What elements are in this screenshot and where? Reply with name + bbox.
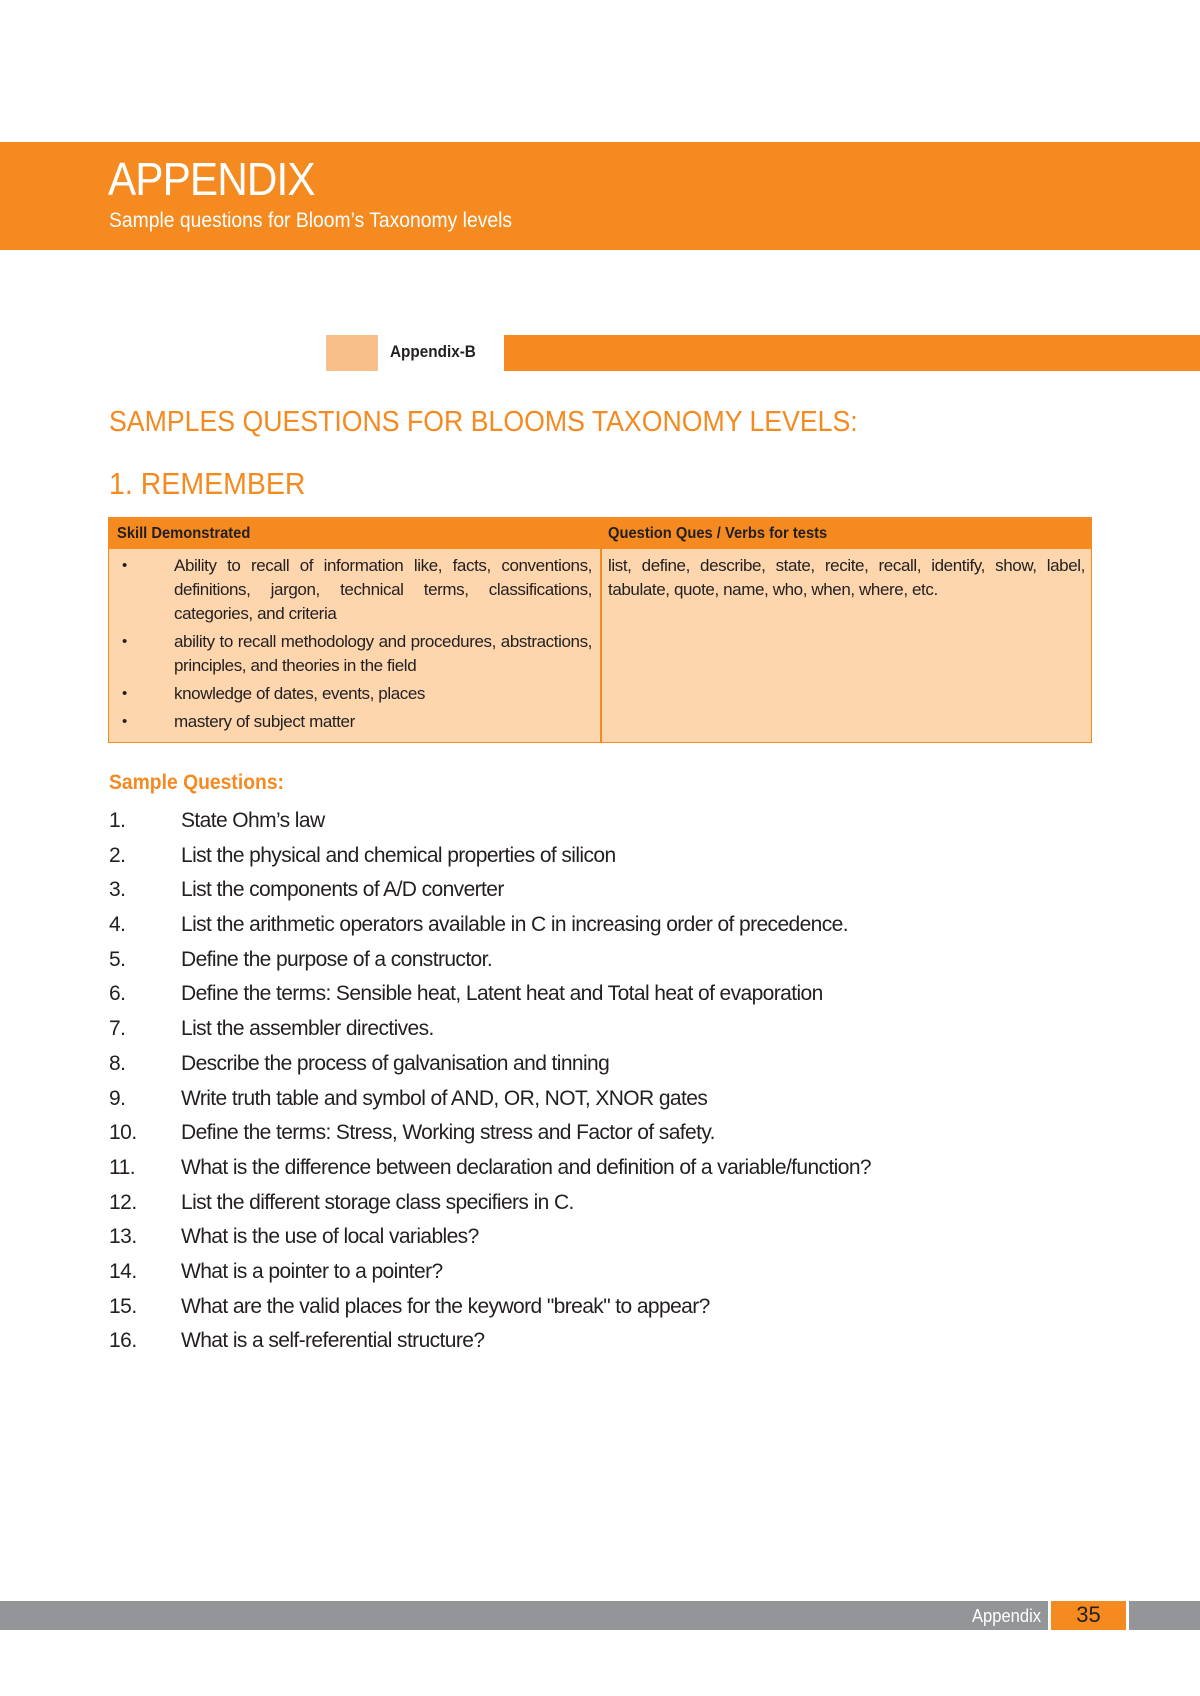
question-number: 1. [109, 809, 126, 832]
skill-text: mastery of subject matter [174, 712, 355, 731]
table-column-divider [600, 549, 602, 742]
skill-text: knowledge of dates, events, places [174, 684, 426, 703]
question-text: What are the valid places for the keyword "break" to appear? [181, 1294, 710, 1318]
footer-label: Appendix [972, 1606, 1042, 1626]
skill-text: ability to recall methodology and procedures, abstractions, principles, and theories in the field [174, 632, 592, 675]
question-text: Describe the process of galvanisation and tinning [181, 1051, 610, 1075]
question-list [109, 810, 1109, 1365]
question-number: 14. [109, 1259, 137, 1283]
question-item [109, 1226, 1109, 1261]
question-number: 9. [109, 1086, 126, 1110]
question-text: What is the difference between declaration and definition of a variable/function? [181, 1155, 871, 1179]
question-number: 16. [109, 1329, 137, 1353]
bullet-icon: • [122, 633, 128, 650]
question-text: List the physical and chemical properties of silicon [181, 843, 616, 867]
question-text: What is the use of local variables? [181, 1225, 479, 1249]
question-text: Define the terms: Sensible heat, Latent heat and Total heat of evaporation [181, 982, 823, 1006]
sample-questions-heading: Sample Questions: [109, 771, 285, 794]
question-item [109, 1157, 1109, 1192]
question-number: 5. [109, 947, 126, 971]
table-header-skill: Skill Demonstrated [117, 525, 251, 542]
question-text: List the assembler directives. [181, 1017, 434, 1041]
question-item [109, 1053, 1109, 1088]
header-banner [0, 142, 1200, 250]
question-text: What is a pointer to a pointer? [181, 1259, 443, 1283]
question-number: 2. [109, 843, 126, 867]
appendix-tag-block [326, 335, 378, 371]
question-number: 10. [109, 1121, 137, 1145]
question-number: 4. [109, 913, 126, 937]
skill-item [109, 710, 600, 734]
question-text: List the components of A/D converter [181, 878, 504, 902]
question-item [109, 810, 1109, 845]
question-number: 12. [109, 1190, 137, 1214]
table-header-verbs: Question Ques / Verbs for tests [608, 525, 828, 542]
skill-item [109, 554, 600, 626]
page-number-box [1051, 1601, 1126, 1630]
bullet-icon: • [122, 685, 128, 702]
question-item [109, 879, 1109, 914]
question-number: 11. [109, 1155, 136, 1179]
footer-bar [0, 1601, 1200, 1630]
question-item [109, 1192, 1109, 1227]
banner-subtitle: Sample questions for Bloom’s Taxonomy levels [109, 209, 513, 232]
question-item [109, 1088, 1109, 1123]
question-number: 3. [109, 878, 126, 902]
appendix-tag-bar [504, 335, 1200, 371]
question-item [109, 1330, 1109, 1365]
table-header-row [109, 518, 1091, 549]
question-item [109, 914, 1109, 949]
question-item [109, 1122, 1109, 1157]
verbs-cell: list, define, describe, state, recite, recall, identify, show, label, tabulate, quote, name, who, when, where, etc. [608, 556, 1085, 599]
question-number: 6. [109, 982, 126, 1006]
bullet-icon: • [122, 713, 128, 730]
question-number: 15. [109, 1294, 137, 1318]
question-number: 7. [109, 1017, 126, 1041]
appendix-tag-label: Appendix-B [390, 342, 476, 361]
question-item [109, 1018, 1109, 1053]
question-number: 13. [109, 1225, 137, 1249]
question-item [109, 949, 1109, 984]
banner-title: APPENDIX [108, 153, 315, 205]
question-text: Define the purpose of a constructor. [181, 947, 493, 971]
skill-text: Ability to recall of information like, facts, conventions, definitions, jargon, technical terms, classifications, categories, and criteria [174, 556, 592, 623]
question-text: List the different storage class specifiers in C. [181, 1190, 574, 1214]
question-text: Write truth table and symbol of AND, OR, NOT, XNOR gates [181, 1086, 708, 1110]
skill-item [109, 682, 600, 706]
skill-list [109, 554, 600, 738]
section-heading: 1. REMEMBER [109, 466, 306, 501]
bullet-icon: • [122, 557, 128, 574]
question-item [109, 983, 1109, 1018]
skill-item [109, 630, 600, 678]
skill-table [108, 517, 1092, 743]
page-number: 35 [1076, 1602, 1101, 1627]
question-number: 8. [109, 1051, 126, 1075]
question-text: State Ohm’s law [181, 809, 325, 832]
question-item [109, 1296, 1109, 1331]
question-text: What is a self-referential structure? [181, 1329, 485, 1353]
question-item [109, 845, 1109, 880]
question-text: List the arithmetic operators available in C in increasing order of precedence. [181, 913, 848, 937]
footer-separator [1126, 1601, 1129, 1630]
main-heading: SAMPLES QUESTIONS FOR BLOOMS TAXONOMY LEVELS: [109, 406, 858, 438]
question-text: Define the terms: Stress, Working stress and Factor of safety. [181, 1121, 715, 1145]
question-item [109, 1261, 1109, 1296]
